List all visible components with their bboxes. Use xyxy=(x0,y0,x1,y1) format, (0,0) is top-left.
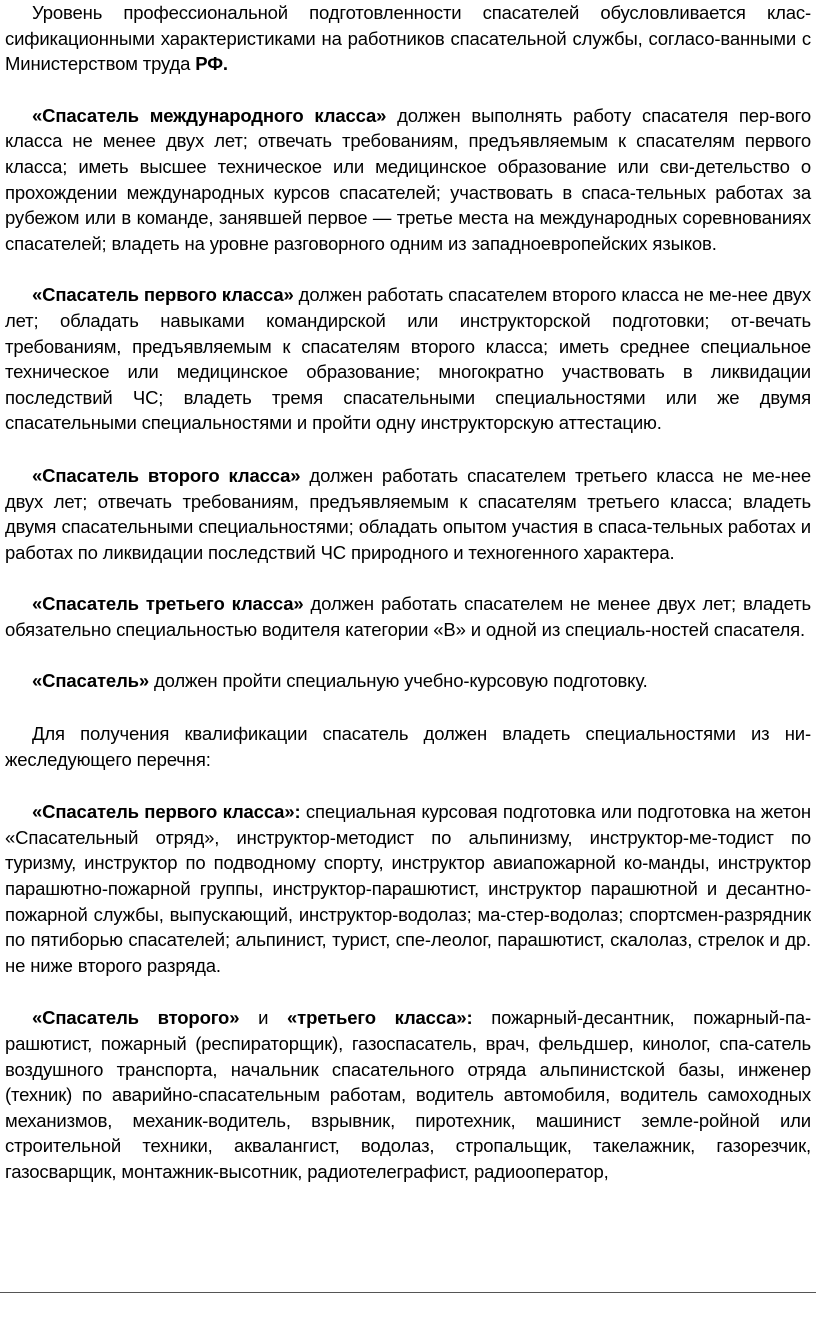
conjunction-text: и xyxy=(239,1007,288,1029)
spacer xyxy=(5,978,811,1005)
spacer xyxy=(5,642,811,668)
document-body xyxy=(5,0,811,1185)
term-first-class-list: «Спасатель первого класса»: xyxy=(32,801,301,823)
paragraph-third-class xyxy=(5,591,811,642)
term-first-class: «Спасатель первого класса» xyxy=(32,284,294,306)
paragraph-intro xyxy=(5,0,811,77)
spacer xyxy=(5,77,811,103)
intro-bold: РФ. xyxy=(195,53,228,75)
paragraph-second-class xyxy=(5,463,811,565)
paragraph-first-class-specialties xyxy=(5,799,811,978)
paragraph-qualification xyxy=(5,721,811,772)
term-third-class: «Спасатель третьего класса» xyxy=(32,593,304,615)
paragraph-international-class xyxy=(5,103,811,257)
second-third-specialties-text: пожарный-десантник, пожарный-па-рашютист, пожарный (респираторщик), газоспасатель, врач, фельдшер, кинолог, спа-сатель воздушного транспорта, начальник спасательного отряда альпинистской базы, инженер (техник) по аварийно-спасательным работам, водитель автомобиля, водитель самоходных механизмов, механик-водитель, взрывник, пиротехник, машинист земле-ройной или строительной техники, аквалангист, водолаз, стропальщик, такелажник, газорезчик, газосварщик, монтажник-высотник, радиотелеграфист, радиооператор, xyxy=(5,1007,812,1182)
first-class-specialties-text: специальная курсовая подготовка или подготовка на жетон «Спасательный отряд», инструктор-методист по альпинизму, инструктор-ме-тодист по туризму, инструктор по подводному спорту, инструктор авиапожарной ко-манды, инструктор парашютно-пожарной группы, инструктор-парашютист, инструктор парашютной и десантно-пожарной службы, выпускающий, инструктор-водолаз; ма-стер-водолаз; спортсмен-разрядник по пятиборью спасателей; альпинист, турист, спе-леолог, парашютист, скалолаз, стрелок и др. не ниже второго разряда. xyxy=(5,801,811,976)
second-class-text: должен работать спасателем третьего класса не ме-нее двух лет; отвечать требованиям, предъявляемым к спасателям третьего класса; владеть двумя спасательными специальностями; обладать опытом участия в спаса-тельных работах и работах по ликвидации последствий ЧС природного и техногенного характера. xyxy=(5,464,811,563)
term-third-class-list: «третьего класса»: xyxy=(287,1007,473,1029)
paragraph-second-third-specialties xyxy=(5,1005,811,1184)
third-class-text: должен работать спасателем не менее двух лет; владеть обязательно специальностью водителя категории «В» и одной из специаль-ностей спасателя. xyxy=(5,593,812,640)
paragraph-rescuer xyxy=(5,668,811,694)
term-second-class: «Спасатель второго класса» xyxy=(32,464,301,486)
first-class-text: должен работать спасателем второго класса не ме-нее двух лет; обладать навыками командирской или инструкторской подготовки; от-вечать требованиям, предъявляемым к спасателям второго класса; иметь среднее специальное техническое или медицинское образование; многократно участвовать в ликвидации последствий ЧС; владеть тремя спасательными специальностями или же двумя спасательными специальностями и пройти одну инструкторскую аттестацию. xyxy=(5,284,811,434)
intro-text: Уровень профессиональной подготовленности спасателей обусловливается клас-сификационными характеристиками на работников спасательной службы, согласо-ванными с Министерством труда xyxy=(5,2,811,75)
footer-divider xyxy=(0,1292,816,1293)
paragraph-first-class xyxy=(5,282,811,436)
term-rescuer: «Спасатель» xyxy=(32,670,150,692)
term-international-class: «Спасатель международного класса» xyxy=(32,104,387,126)
qualification-text: Для получения квалификации спасатель должен владеть специальностями из ни-жеследующего перечня: xyxy=(5,723,811,770)
spacer xyxy=(5,436,811,463)
term-second-class-list: «Спасатель второго» xyxy=(32,1007,240,1029)
spacer xyxy=(5,256,811,282)
spacer xyxy=(5,772,811,799)
rescuer-text: должен пройти специальную учебно-курсовую подготовку. xyxy=(149,670,648,692)
international-class-text: должен выполнять работу спасателя пер-вого класса не менее двух лет; отвечать требованиям, предъявляемым к спасателям первого класса; иметь высшее техническое или медицинское образование или сви-детельство о прохождении международных курсов спасателей; участвовать в спаса-тельных работах за рубежом или в команде, занявшей первое — третье места на международных соревнованиях спасателей; владеть на уровне разговорного одним из западноевропейских языков. xyxy=(5,104,812,254)
spacer xyxy=(5,565,811,591)
spacer xyxy=(5,694,811,721)
